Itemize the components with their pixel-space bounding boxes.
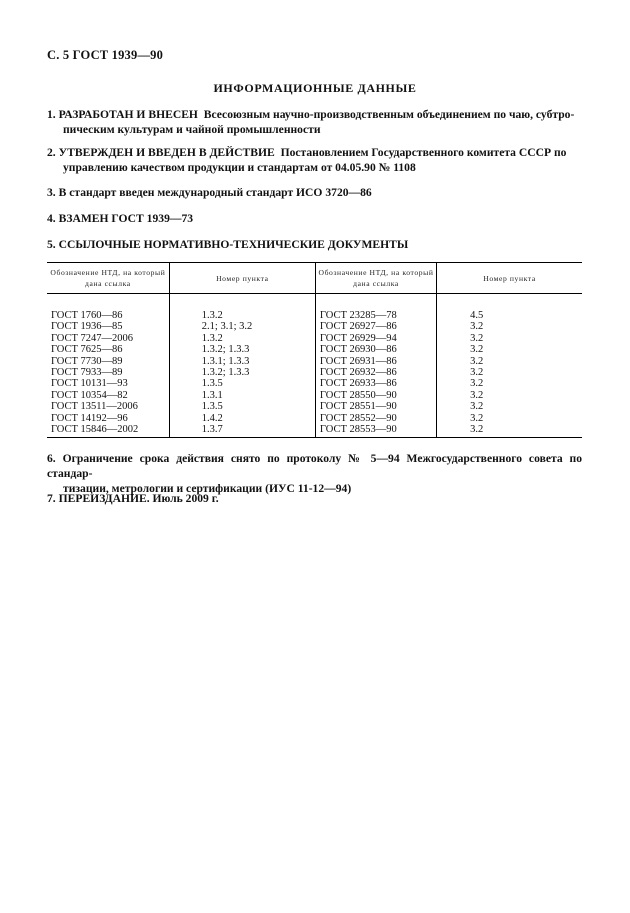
table-cell: ГОСТ 7933—89 <box>51 367 123 379</box>
table-cell: ГОСТ 28553—90 <box>315 424 436 438</box>
item-number: 1. <box>47 108 56 121</box>
table-cell: 1.3.5 <box>169 401 315 412</box>
item-text: Всесоюзным научно-производственным объединением по чаю, субтро- <box>203 108 575 121</box>
item-continuation: тизации, метрологии и сертификации (ИУС 11-12—94) <box>63 482 352 495</box>
table-cell: ГОСТ 23285—78 <box>315 294 436 322</box>
item-number: 3. <box>47 186 56 199</box>
table-cell: 1.3.2 <box>169 294 315 322</box>
item-number: 4. <box>47 212 56 225</box>
table-cell: ГОСТ 13511—2006 <box>51 401 138 413</box>
page-header: С. 5 ГОСТ 1939—90 <box>47 48 164 62</box>
item-text: В стандарт введен международный стандарт ИСО 3720—86 <box>58 186 372 199</box>
table-row <box>47 367 582 378</box>
column-header: Обозначение НТД, на который дана ссылка <box>315 263 436 294</box>
table-cell: ГОСТ 7247—2006 <box>51 332 134 344</box>
item-4 <box>47 211 582 226</box>
item-lead: ПЕРЕИЗДАНИЕ. <box>58 492 150 505</box>
item-lead: ССЫЛОЧНЫЕ НОРМАТИВНО-ТЕХНИЧЕСКИЕ ДОКУМЕНТЫ <box>58 238 409 251</box>
table-cell: 1.3.2; 1.3.3 <box>169 367 315 378</box>
table-cell: ГОСТ 26929—94 <box>315 333 436 344</box>
item-lead: РАЗРАБОТАН И ВНЕСЕН <box>58 108 198 121</box>
table-cell: 3.2 <box>437 390 582 401</box>
item-1 <box>47 107 582 137</box>
table-cell: 3.2 <box>437 321 582 332</box>
table-cell: ГОСТ 1936—85 <box>51 321 123 333</box>
item-2 <box>47 145 582 175</box>
table-cell: 3.2 <box>437 378 582 389</box>
item-text: Июль 2009 г. <box>152 492 219 505</box>
table-row <box>47 378 582 389</box>
table-cell: ГОСТ 7625—86 <box>51 344 123 356</box>
table-cell: ГОСТ 26931—86 <box>315 356 436 367</box>
item-text: Ограничение срока действия снято по протоколу № 5—94 Межгосударственного совета по стандар- <box>47 452 583 480</box>
table-cell: 1.3.2 <box>169 333 315 344</box>
table-row <box>47 333 582 344</box>
item-6 <box>47 451 582 496</box>
table-cell: 2.1; 3.1; 3.2 <box>169 321 315 332</box>
item-number: 6. <box>47 452 56 465</box>
table-cell: 1.3.5 <box>169 378 315 389</box>
table-cell: 1.3.7 <box>169 424 315 438</box>
table-cell: 3.2 <box>437 401 582 412</box>
table-row <box>47 344 582 355</box>
page-title: ИНФОРМАЦИОННЫЕ ДАННЫЕ <box>213 81 417 95</box>
table-header-row <box>47 263 582 294</box>
table-cell: ГОСТ 26930—86 <box>315 344 436 355</box>
item-7 <box>47 491 582 506</box>
item-lead: ВЗАМЕН ГОСТ 1939—73 <box>58 212 194 225</box>
item-number: 7. <box>47 492 56 505</box>
table-cell: ГОСТ 28551—90 <box>315 401 436 412</box>
table-cell: 3.2 <box>437 333 582 344</box>
table-cell: ГОСТ 28552—90 <box>315 413 436 424</box>
table-cell: ГОСТ 26933—86 <box>315 378 436 389</box>
table-cell: ГОСТ 15846—2002 <box>47 424 169 438</box>
item-number: 2. <box>47 146 56 159</box>
table-row <box>47 390 582 401</box>
table-cell: ГОСТ 7730—89 <box>51 355 123 367</box>
item-3 <box>47 185 582 200</box>
item-number: 5. <box>47 238 56 251</box>
table-row <box>47 294 582 322</box>
table-cell: ГОСТ 26932—86 <box>315 367 436 378</box>
item-continuation: управлению качеством продукции и стандартам от 04.05.90 № 1108 <box>63 161 416 174</box>
table-row <box>47 401 582 412</box>
table-cell: 3.2 <box>437 413 582 424</box>
reference-table <box>47 262 582 438</box>
item-continuation: пическим культурам и чайной промышленности <box>63 123 321 136</box>
table-cell: 1.3.1; 1.3.3 <box>169 356 315 367</box>
table-cell: 1.3.1 <box>169 390 315 401</box>
item-lead: УТВЕРЖДЕН И ВВЕДЕН В ДЕЙСТВИЕ <box>58 146 275 159</box>
item-5 <box>47 237 582 252</box>
table-cell: ГОСТ 26927—86 <box>315 321 436 332</box>
table-row <box>47 413 582 424</box>
table-cell: ГОСТ 10354—82 <box>51 389 128 401</box>
table-cell: 4.5 <box>437 294 582 322</box>
table-cell: ГОСТ 1760—86 <box>51 310 123 321</box>
table-cell: 3.2 <box>437 424 582 438</box>
column-header: Номер пункта <box>169 263 315 294</box>
table-row <box>47 424 582 438</box>
table-cell: 3.2 <box>437 344 582 355</box>
table-cell: 3.2 <box>437 356 582 367</box>
table-row <box>47 356 582 367</box>
column-header: Обозначение НТД, на который дана ссылка <box>50 268 166 288</box>
column-header: Номер пункта <box>437 263 582 294</box>
table-cell: ГОСТ 10131—93 <box>51 378 128 390</box>
item-text: Постановлением Государственного комитета СССР по <box>280 146 567 159</box>
table-cell: ГОСТ 14192—96 <box>51 412 128 424</box>
table-cell: 3.2 <box>437 367 582 378</box>
table-cell: 1.4.2 <box>169 413 315 424</box>
table-cell: 1.3.2; 1.3.3 <box>169 344 315 355</box>
table-row <box>47 321 582 332</box>
table-cell: ГОСТ 28550—90 <box>315 390 436 401</box>
